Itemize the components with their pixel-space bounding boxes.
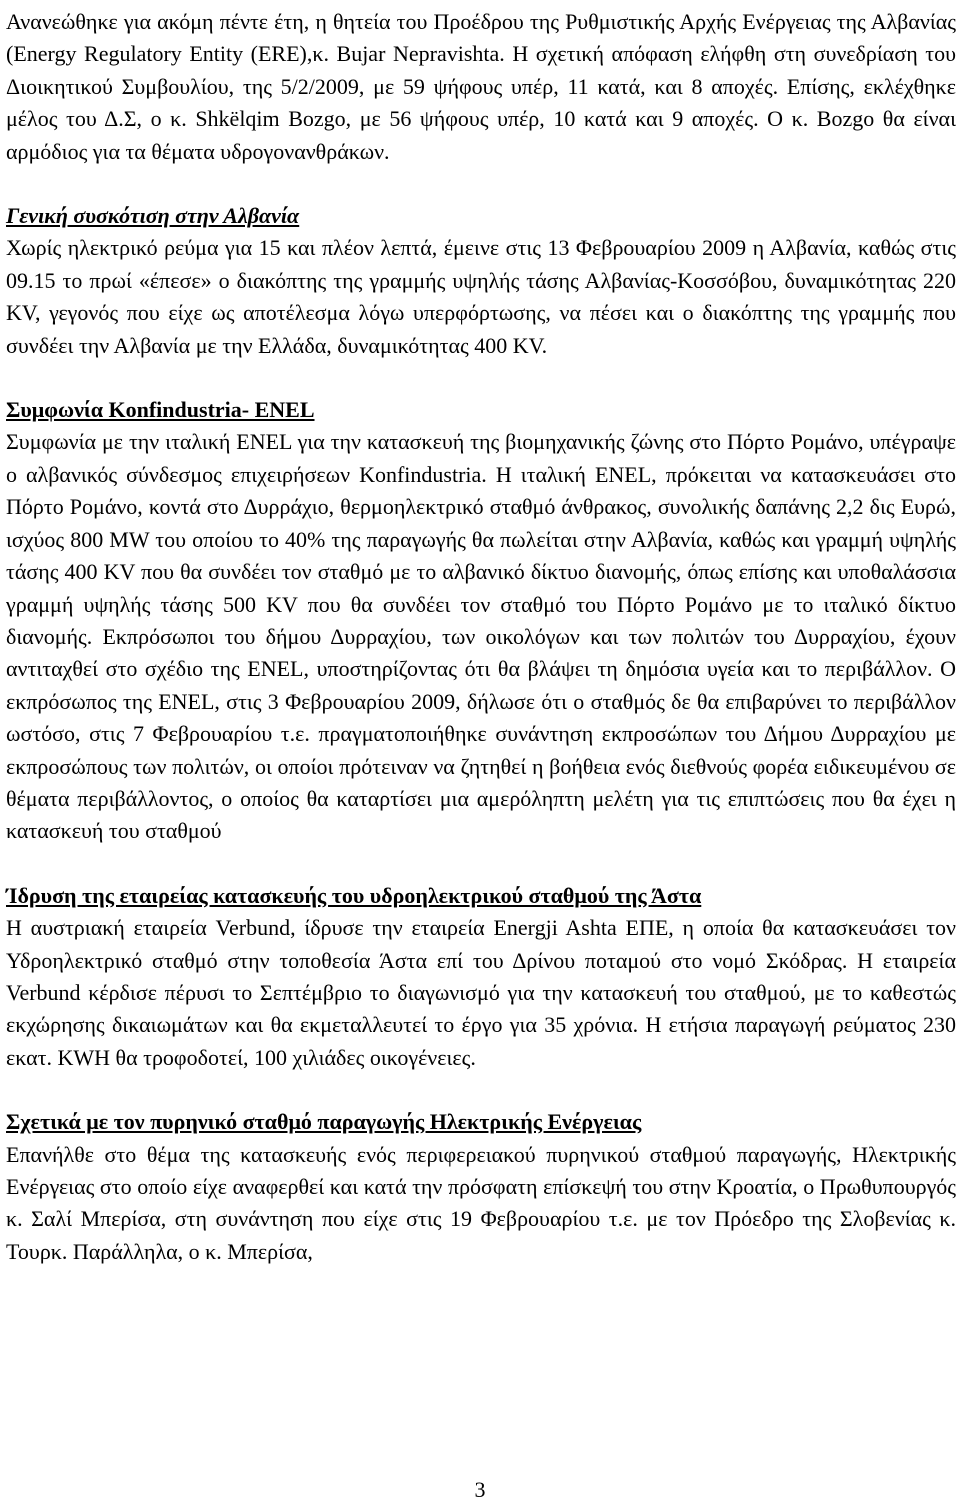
section-body: Συμφωνία με την ιταλική ENEL για την κατασκευή της βιομηχανικής ζώνης στο Πόρτο Ρομάνο, υπέγραψε ο αλβανικός σύνδεσμος επιχειρήσεων Konfindustria. Η ιταλική ENEL, πρόκειται να κατασκευάσει στο Πόρτο Ρομάνο, κοντά στο Δυρράχιο, θερμοηλεκτρικό σταθμό άνθρακος, συνολικής δαπάνης 2,2 δις Ευρώ, ισχύος 800 MW του οποίου το 40% της παραγωγής θα πωλείται στην Αλβανία, καθώς και γραμμή υψηλής τάσης 400 KV που θα συνδέει τον σταθμό με το αλβανικό δίκτυο διανομής, όπως επίσης και υποθαλάσσια γραμμή υψηλής τάσης 500 KV που θα συνδέει τον σταθμό του Πόρτο Ρομάνο με το ιταλικό δίκτυο διανομής. Εκπρόσωποι του δήμου Δυρραχίου, των οικολόγων και των πολιτών του Δυρραχίου, έχουν αντιταχθεί στο σχέδιο της ENEL, υποστηρίζοντας ότι θα βλάψει τη δημόσια υγεία και το περιβάλλον. Ο εκπρόσωπος της ENEL, στις 3 Φεβρουαρίου 2009, δήλωσε ότι ο σταθμός δε θα επιβαρύνει το περιβάλλον ωστόσο, στις 7 Φεβρουαρίου τ.ε. πραγματοποιήθηκε συνάντηση εκπροσώπων του Δήμου Δυρραχίου με εκπροσώπους των πολιτών, οι οποίοι πρότειναν να ζητηθεί η βοήθεια ενός διεθνούς φορέα ειδικευμένου σε θέματα περιβάλλοντος, ο οποίος θα καταρτίσει μια αμερόληπτη μελέτη για τις επιπτώσεις που θα έχει η κατασκευή του σταθμού — [6, 429, 956, 844]
document-page — [6, 6, 956, 1268]
section-heading: Σχετικά με τον πυρηνικό σταθμό παραγωγής Ηλεκτρικής Ενέργειας — [6, 1109, 642, 1135]
section-ashta-hydro — [6, 880, 956, 1074]
intro-paragraph: Ανανεώθηκε για ακόμη πέντε έτη, η θητεία του Προέδρου της Ρυθμιστικής Αρχής Ενέργειας της Αλβανίας (Energy Regulatory Entity (ERE),κ. Bujar Nepravishta. Η σχετική απόφαση ελήφθη στη συνεδρίαση του Διοικητικού Συμβουλίου, της 5/2/2009, με 59 ψήφους υπέρ, 11 κατά, και 8 αποχές. Επίσης, εκλέχθηκε μέλος του Δ.Σ, ο κ. Shkëlqim Bozgo, με 56 ψήφους υπέρ, 10 κατά και 9 αποχές. Ο κ. Bozgo θα είναι αρμόδιος για τα θέματα υδρογονανθράκων. — [6, 9, 956, 164]
section-body: Χωρίς ηλεκτρικό ρεύμα για 15 και πλέον λεπτά, έμεινε στις 13 Φεβρουαρίου 2009 η Αλβανία, καθώς στις 09.15 το πρωί «έπεσε» ο διακόπτης της γραμμής υψηλής τάσης Αλβανίας-Κοσσόβου, δυναμικότητας 220 KV, γεγονός που είχε ως αποτέλεσμα λόγω υπερφόρτωσης, να πέσει και ο διακόπτης της γραμμής που συνδέει την Αλβανία με την Ελλάδα, δυναμικότητας 400 KV. — [6, 235, 956, 358]
section-general-blackout — [6, 200, 956, 362]
section-body: Η αυστριακή εταιρεία Verbund, ίδρυσε την εταιρεία Energji Ashta ΕΠΕ, η οποία θα κατασκευάσει τον Υδροηλεκτρικό σταθμό στην τοποθεσία Άστα επί του Δρίνου ποταμού στο νομό Σκόδρας. Η εταιρεία Verbund κέρδισε πέρυσι το Σεπτέμβριο το διαγωνισμό για την κατασκευή του σταθμού, με το καθεστώς εκχώρησης δικαιωμάτων και θα εκμεταλλευτεί το έργο για 35 χρόνια. Η ετήσια παραγωγή ρεύματος 230 εκατ. KWH θα τροφοδοτεί, 100 χιλιάδες οικογένειες. — [6, 915, 956, 1070]
section-heading: Γενική συσκότιση στην Αλβανία — [6, 203, 300, 229]
section-konfindustria-enel — [6, 394, 956, 848]
section-heading: Ίδρυση της εταιρείας κατασκευής του υδροηλεκτρικού σταθμού της Άστα — [6, 882, 702, 908]
section-body: Επανήλθε στο θέμα της κατασκευής ενός περιφερειακού πυρηνικού σταθμού παραγωγής, Ηλεκτρικής Ενέργειας στο οποίο είχε αναφερθεί και κατά την πρόσφατη επίσκεψή του στην Κροατία, ο Πρωθυπουργός κ. Σαλί Μπερίσα, στη συνάντηση που είχε στις 19 Φεβρουαρίου τ.ε. με τον Πρόεδρο της Σλοβενίας κ. Τουρκ. Παράλληλα, ο κ. Μπερίσα, — [6, 1141, 956, 1264]
page-number: 3 — [474, 1477, 486, 1502]
section-heading: Συμφωνία Konfindustria- ENEL — [6, 397, 315, 423]
section-nuclear-plant — [6, 1106, 956, 1268]
